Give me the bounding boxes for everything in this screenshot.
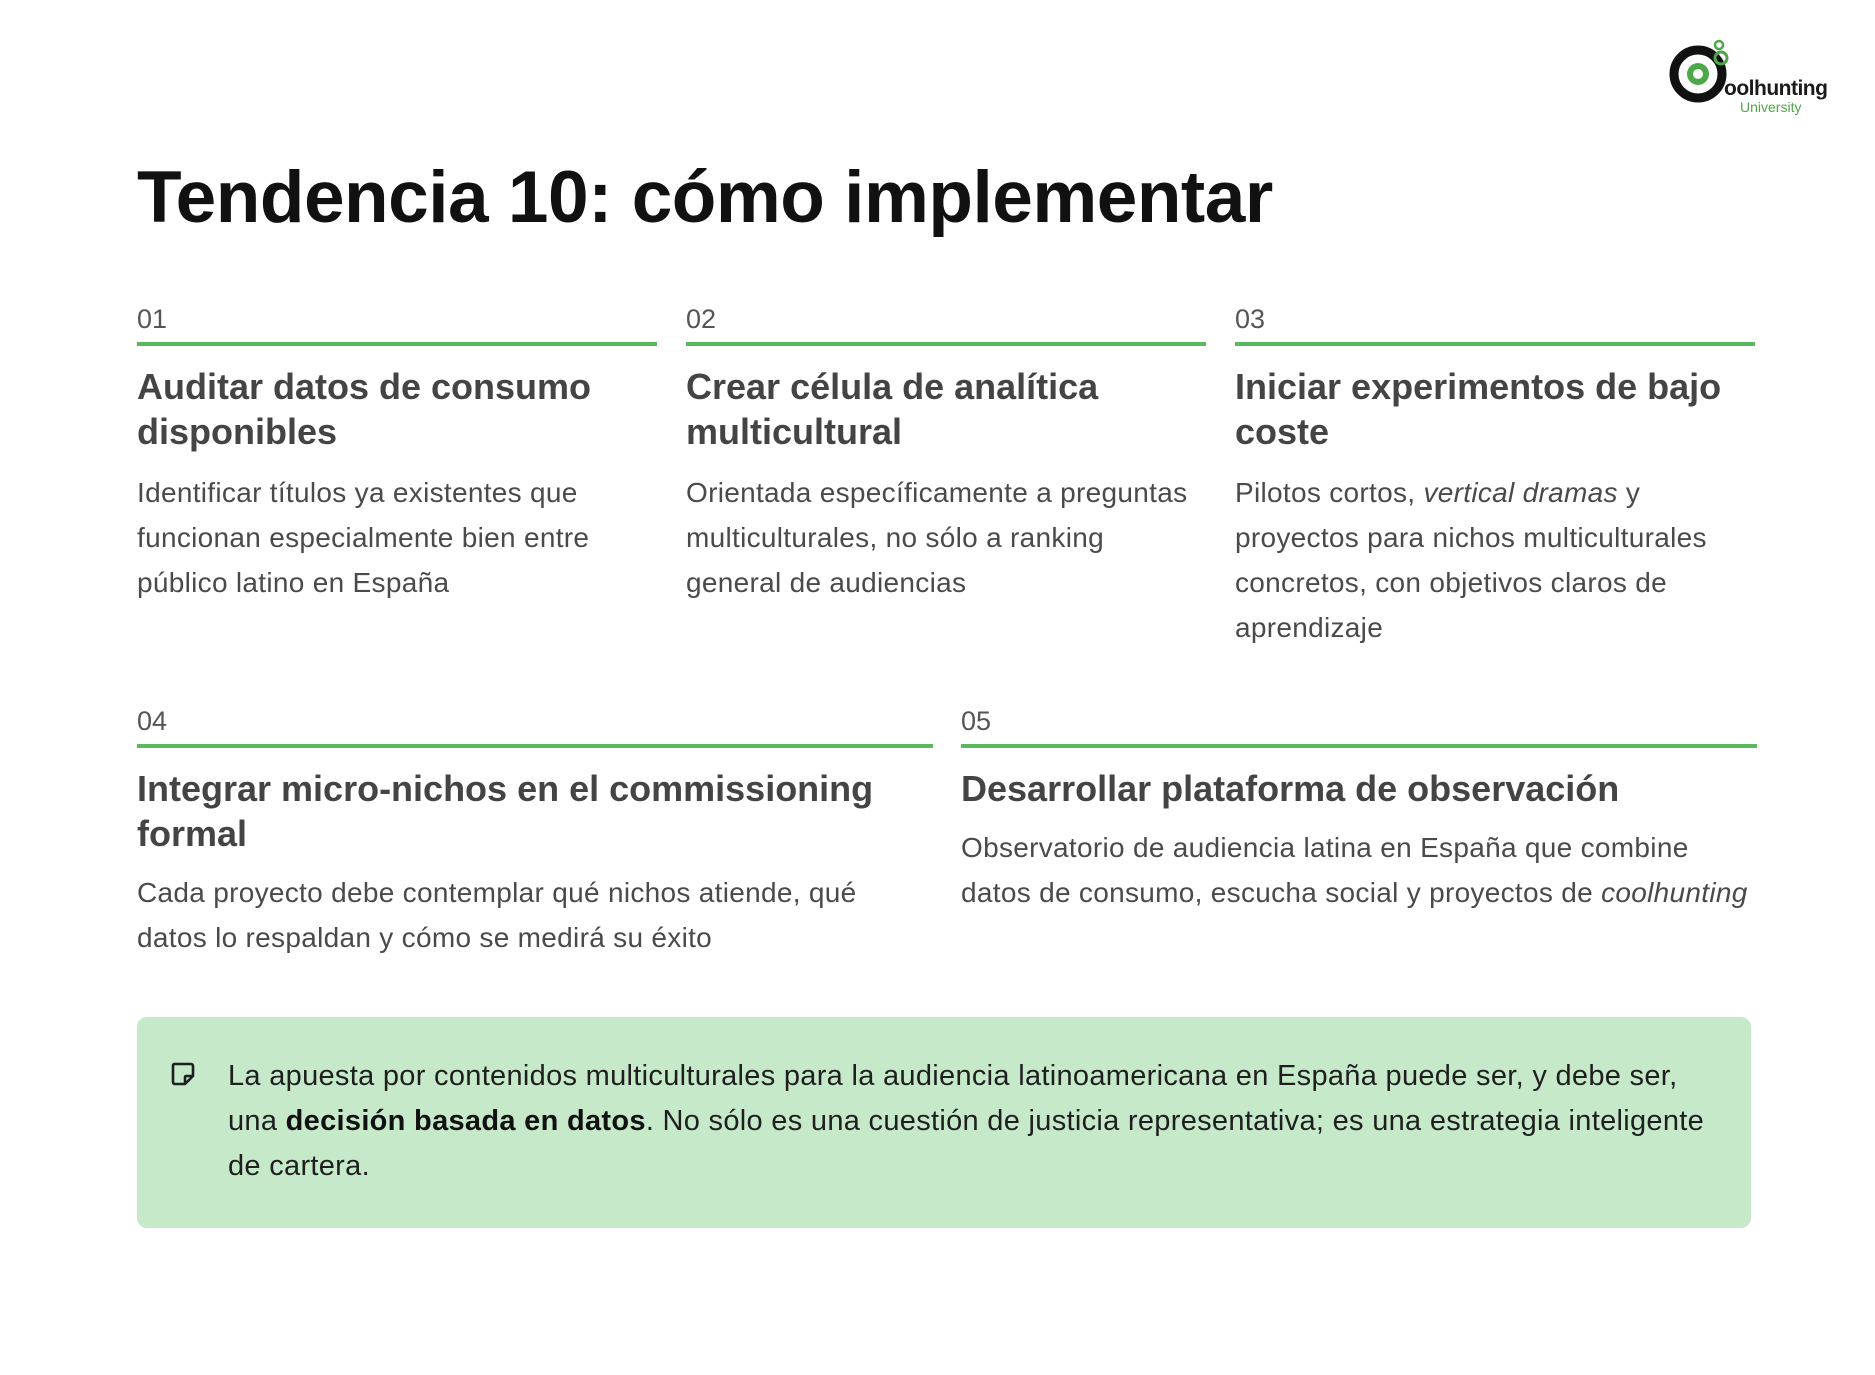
step-description <box>1235 470 1755 650</box>
step-01 <box>137 306 657 605</box>
step-number: 04 <box>137 708 933 748</box>
step-number: 03 <box>1235 306 1755 346</box>
step-03 <box>1235 306 1755 650</box>
page-title: Tendencia 10: cómo implementar <box>137 157 1273 238</box>
step-02 <box>686 306 1206 605</box>
desc-text: y proyectos para nichos multiculturales concretos, con objetivos claros de aprendizaje <box>1235 477 1707 643</box>
conclusion-callout <box>137 1017 1751 1228</box>
logo-wordmark: oolhunting <box>1724 77 1828 100</box>
step-description: Cada proyecto debe contemplar qué nichos atiende, qué datos lo respaldan y cómo se medirá su éxito <box>137 877 857 953</box>
step-title: Crear célula de analítica multicultural <box>686 366 1099 452</box>
callout-text-part: . No sólo es una cuestión de justicia representativa; es una estrategia inteligente de cartera. <box>228 1105 1705 1182</box>
desc-text: Observatorio de audiencia latina en España que combine datos de consumo, escucha social y proyectos de <box>961 832 1689 908</box>
desc-emphasis: vertical dramas <box>1423 477 1618 508</box>
callout-text-part: La apuesta por contenidos multiculturales para la audiencia latinoamericana en España puede ser, y debe ser, una <box>228 1060 1678 1137</box>
step-title: Integrar micro-nichos en el commissioning formal <box>137 768 874 854</box>
step-number: 01 <box>137 306 657 346</box>
coolhunting-logo <box>1668 38 1848 118</box>
step-description: Orientada específicamente a preguntas multiculturales, no sólo a ranking general de audiencias <box>686 477 1188 598</box>
step-05 <box>961 708 1757 915</box>
step-title: Desarrollar plataforma de observación <box>961 768 1620 809</box>
step-number: 02 <box>686 306 1206 346</box>
step-title: Auditar datos de consumo disponibles <box>137 366 592 452</box>
note-icon <box>169 1060 197 1088</box>
callout-emphasis: decisión basada en datos <box>285 1105 646 1137</box>
callout-text <box>228 1054 1711 1189</box>
desc-text: Pilotos cortos, <box>1235 477 1424 508</box>
step-04 <box>137 708 933 960</box>
step-description: Identificar títulos ya existentes que funcionan especialmente bien entre público latino en España <box>137 477 590 598</box>
step-number: 05 <box>961 708 1757 748</box>
logo-subtitle: University <box>1740 99 1802 115</box>
step-title: Iniciar experimentos de bajo coste <box>1235 366 1722 452</box>
desc-emphasis: coolhunting <box>1601 877 1748 908</box>
step-description <box>961 825 1757 915</box>
